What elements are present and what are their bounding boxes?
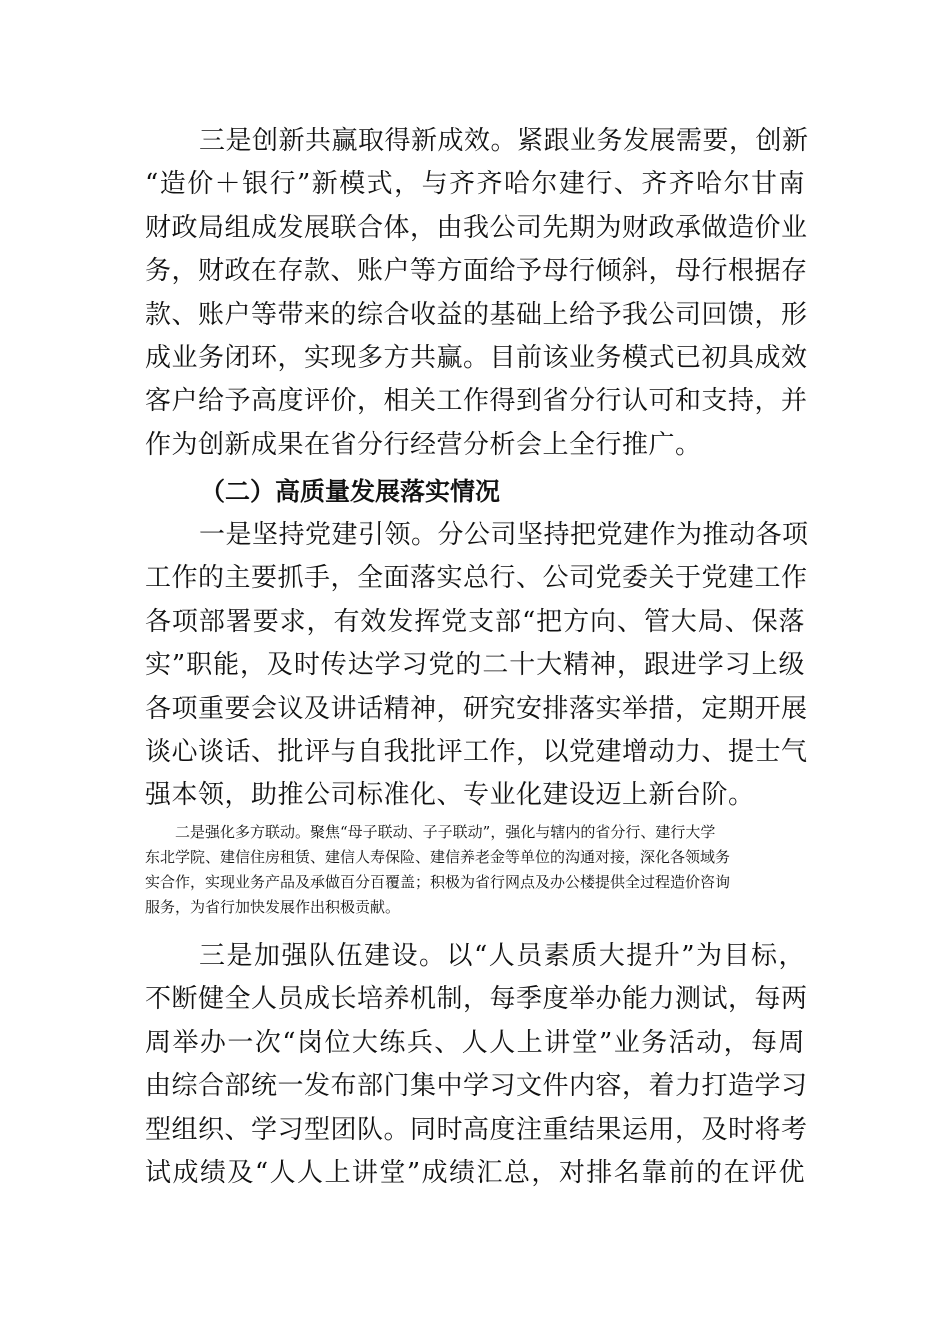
text-line: 周举办一次“岗位大练兵、人人上讲堂”业务活动，每周: [145, 1027, 805, 1058]
text-line: 客户给予高度评价，相关工作得到省分行认可和支持，并: [145, 386, 808, 417]
text-line: 务，财政在存款、账户等方面给予母行倾斜，母行根据存: [145, 256, 808, 287]
text-line: 一是坚持党建引领。分公司坚持把党建作为推动各项: [199, 520, 809, 550]
text-line: 作为创新成果在省分行经营分析会上全行推广。: [145, 429, 702, 460]
text-line: 强本领，助推公司标准化、专业化建设迈上新台阶。: [145, 780, 755, 811]
text-line: 各项重要会议及讲话精神，研究安排落实举措，定期开展: [145, 693, 808, 724]
text-line: 东北学院、建信住房租赁、建信人寿保险、建信养老金等单位的沟通对接，深化各领域务: [145, 848, 731, 866]
text-line: 款、账户等带来的综合收益的基础上给予我公司回馈，形: [145, 299, 808, 330]
text-line: 不断健全人员成长培养机制，每季度举办能力测试，每两: [145, 984, 808, 1015]
text-line: “造价＋银行”新模式，与齐齐哈尔建行、齐齐哈尔甘南: [145, 169, 805, 200]
text-line: 服务，为省行加快发展作出积极贡献。: [145, 898, 401, 916]
text-line: 成业务闭环，实现多方共赢。目前该业务模式已初具成效: [145, 342, 808, 373]
text-line: 实”职能，及时传达学习党的二十大精神，跟进学习上级: [145, 650, 805, 681]
text-line: 三是加强队伍建设。以“人员素质大提升”为目标，: [199, 941, 805, 971]
text-line: 各项部署要求，有效发挥党支部“把方向、管大局、保落: [145, 606, 805, 637]
paragraph-team-building: [145, 935, 808, 1195]
text-line: 由综合部统一发布部门集中学习文件内容，着力打造学习: [145, 1071, 808, 1102]
text-line: 谈心谈话、批评与自我批评工作，以党建增动力、提士气: [145, 736, 808, 767]
paragraph-multi-party-linkage: [145, 820, 807, 920]
paragraph-party-building: [145, 514, 809, 818]
text-line: 工作的主要抓手，全面落实总行、公司党委关于党建工作: [145, 563, 808, 594]
text-line: 财政局组成发展联合体，由我公司先期为财政承做造价业: [145, 212, 808, 243]
section-heading: （二）高质量发展落实情况: [200, 477, 501, 506]
text-line: 三是创新共赢取得新成效。紧跟业务发展需要，创新: [199, 126, 809, 156]
text-line: 试成绩及“人人上讲堂”成绩汇总，对排名靠前的在评优: [145, 1157, 805, 1188]
paragraph-innovation-win-win: [145, 120, 809, 467]
text-line: 实合作，实现业务产品及承做百分百覆盖；积极为省行网点及办公楼提供全过程造价咨询: [145, 873, 731, 891]
text-line: 二是强化多方联动。聚焦“母子联动、子子联动”，强化与辖内的省分行、建行大学: [175, 823, 716, 841]
text-line: 型组织、学习型团队。同时高度注重结果运用，及时将考: [145, 1114, 808, 1145]
